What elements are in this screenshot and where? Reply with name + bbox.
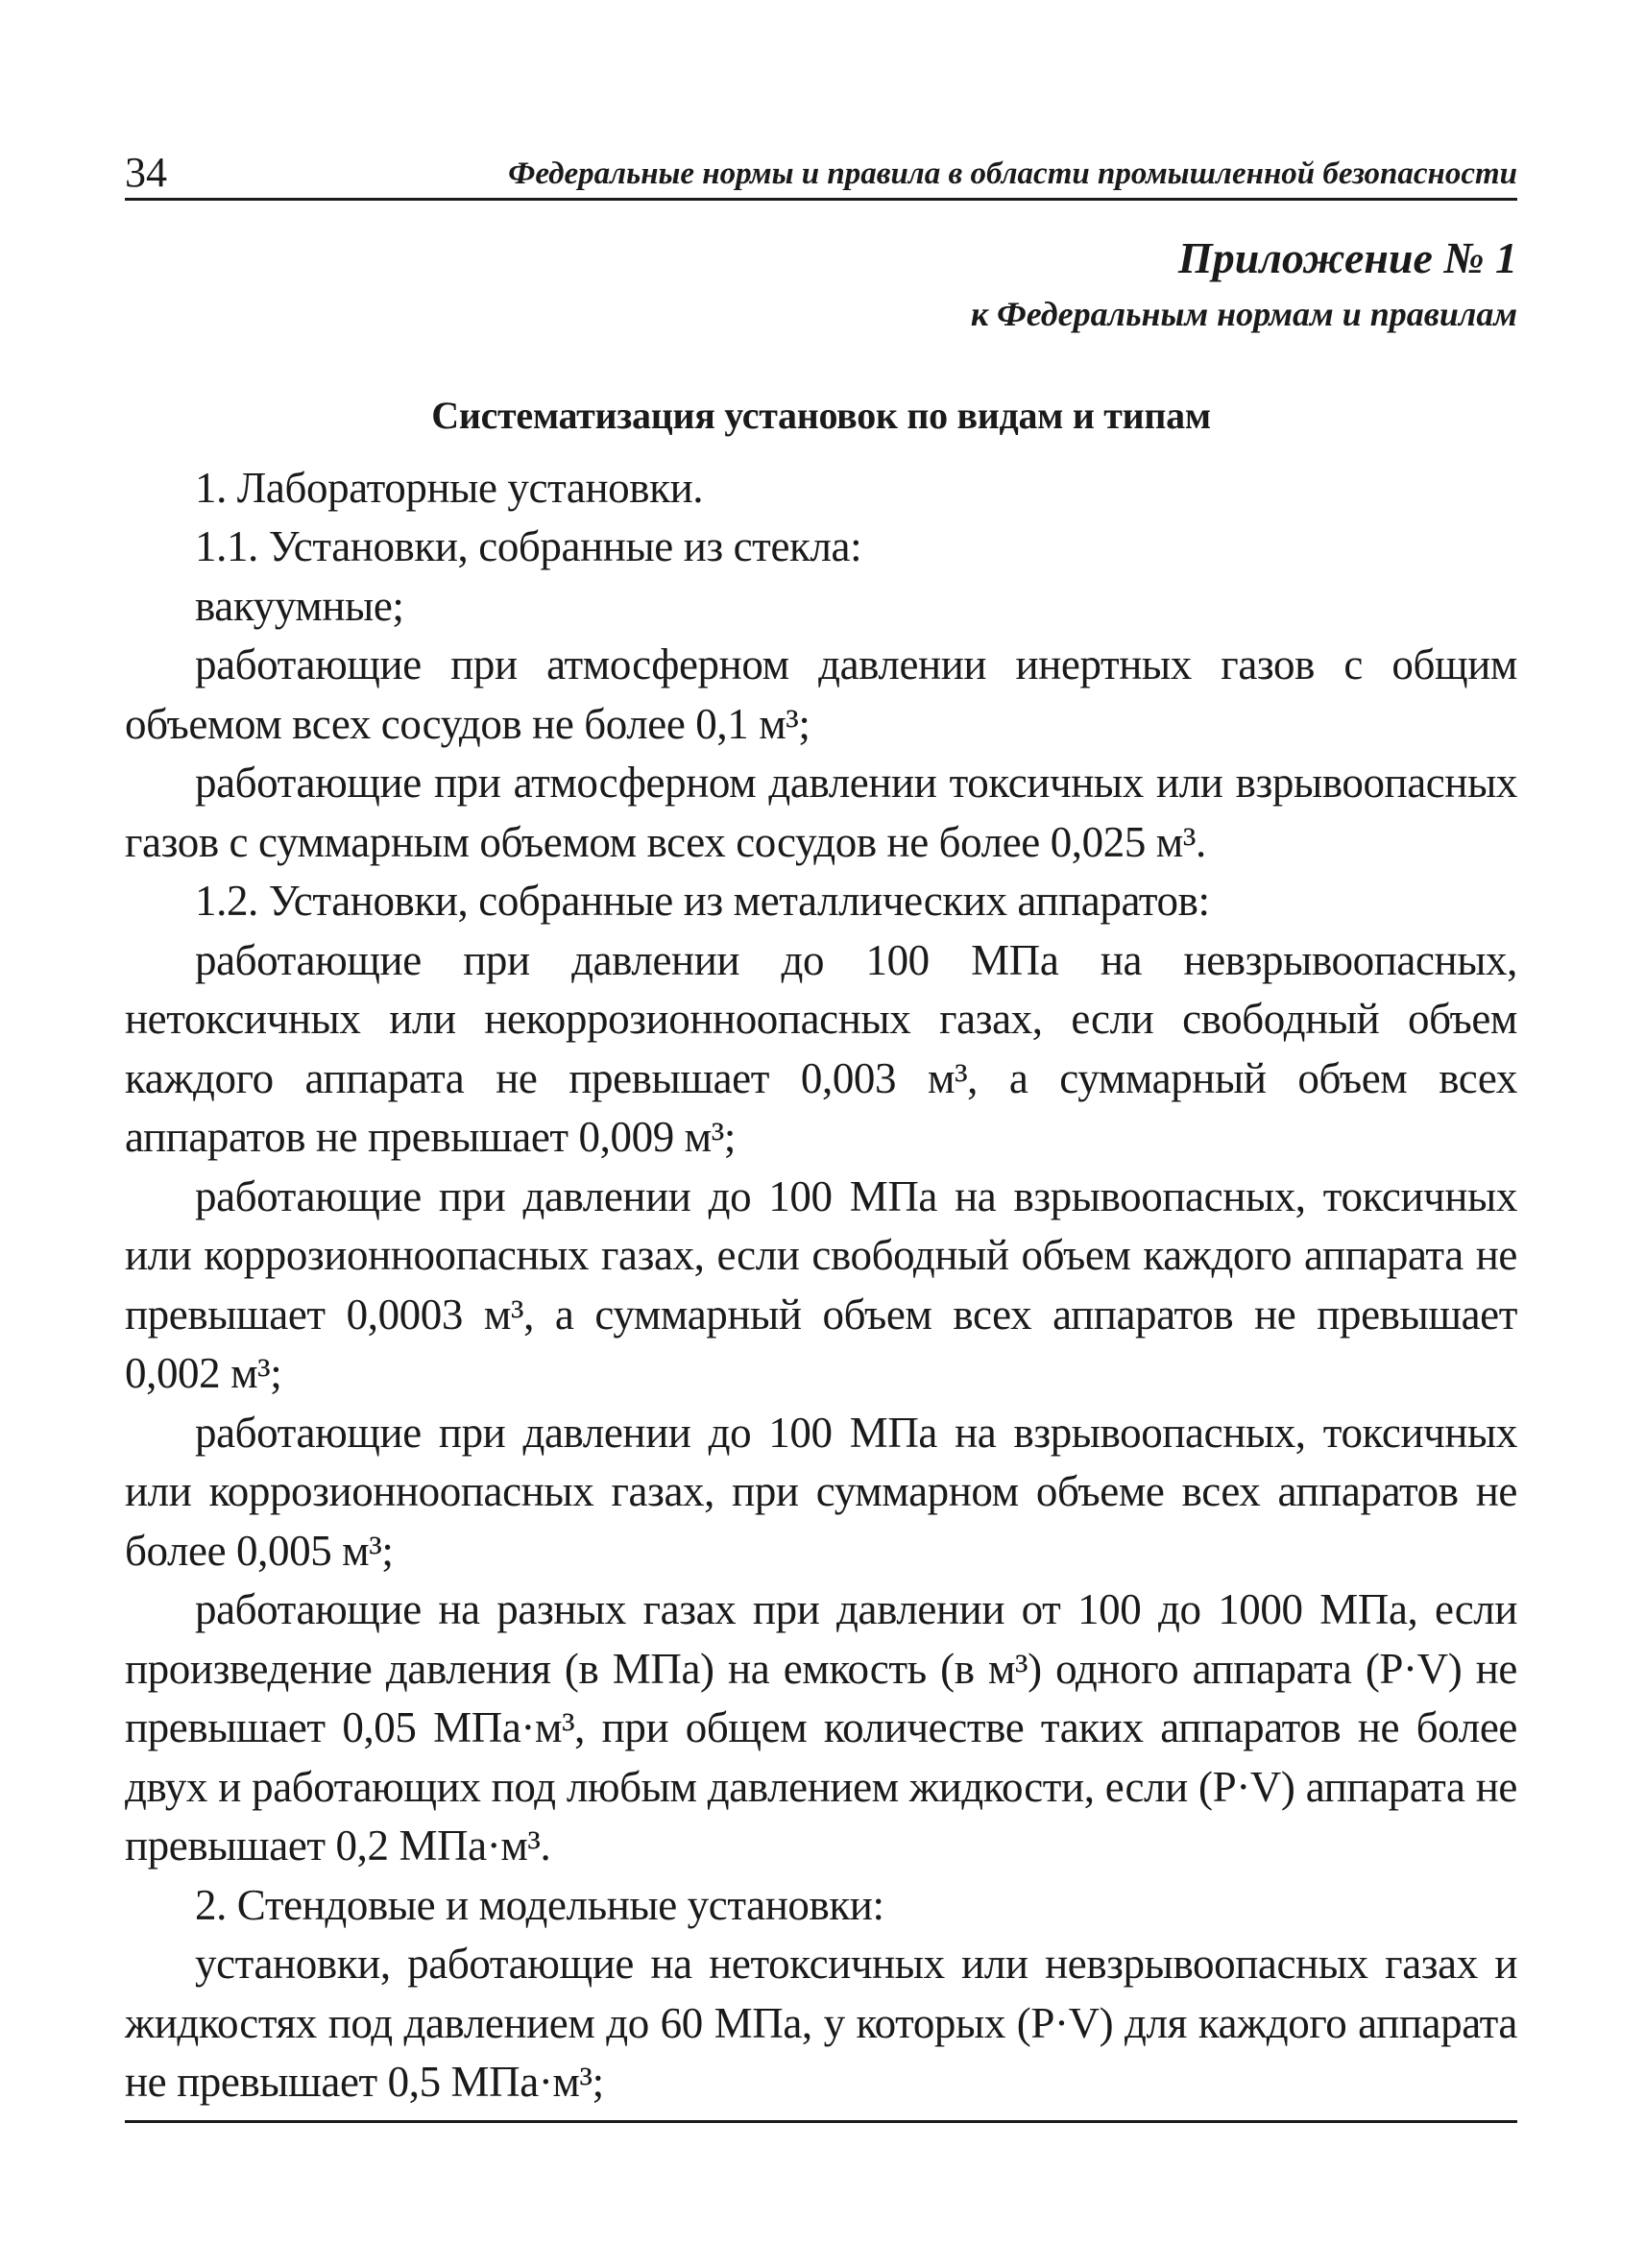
page-number: 34	[125, 149, 167, 196]
paragraph-1-1: 1.1. Установки, собранные из стекла:	[195, 522, 862, 571]
paragraph-toxic-gases: работающие при атмосферном давлении токсичных или взрывоопасных газов с суммарным объемом всех сосудов не более 0,025 м³.	[125, 759, 1517, 866]
paragraph-1-2: 1.2. Установки, собранные из металлических аппаратов:	[195, 877, 1210, 926]
appendix-subtitle: к Федеральным нормам и правилам	[970, 295, 1517, 334]
footer-rule	[125, 2120, 1517, 2123]
paragraph-1: 1. Лабораторные установки.	[195, 463, 704, 512]
running-title: Федеральные нормы и правила в области промышленной безопасности	[508, 157, 1517, 191]
document-page	[125, 134, 1517, 2112]
paragraph-explosive-volume: работающие при давлении до 100 МПа на взрывоопасных, токсичных или коррозионноопасных газах, если свободный объем каждого аппарата не превышает 0,0003 м³, а суммарный объем всех аппаратов не превышает 0,002 м³;	[125, 1171, 1517, 1398]
paragraph-stand-installations: установки, работающие на нетоксичных или невзрывоопасных газах и жидкостях под давлением до 60 МПа, у которых (P·V) для каждого аппарата не превышает 0,5 МПа·м³;	[125, 1940, 1517, 2107]
paragraph-vacuum: вакуумные;	[195, 581, 404, 630]
appendix-title: Приложение № 1	[1177, 233, 1517, 282]
body-text	[125, 459, 1517, 2112]
paragraph-high-pressure: работающие на разных газах при давлении от 100 до 1000 МПа, если произведение давления (в МПа) на емкость (в м³) одного аппарата (P·V) не превышает 0,05 МПа·м³, при общем количестве таких аппаратов не более двух и работающих под любым давлением жидкости, если (P·V) аппарата не превышает 0,2 МПа·м³.	[125, 1585, 1517, 1870]
paragraph-2: 2. Стендовые и модельные установки:	[195, 1880, 884, 1929]
running-header	[125, 134, 1517, 201]
paragraph-inert-gases: работающие при атмосферном давлении инертных газов с общим объемом всех сосудов не более 0,1 м³;	[125, 640, 1517, 748]
appendix-block	[125, 231, 1517, 337]
section-heading: Систематизация установок по видам и типам	[431, 393, 1211, 437]
paragraph-explosive-total: работающие при давлении до 100 МПа на взрывоопасных, токсичных или коррозионноопасных газах, при суммарном объеме всех аппаратов не более 0,005 м³;	[125, 1408, 1517, 1575]
paragraph-non-explosive: работающие при давлении до 100 МПа на невзрывоопасных, нетоксичных или некоррозионноопасных газах, если свободный объем каждого аппарата не превышает 0,003 м³, а суммарный объем всех аппаратов не превышает 0,009 м³;	[125, 935, 1517, 1162]
